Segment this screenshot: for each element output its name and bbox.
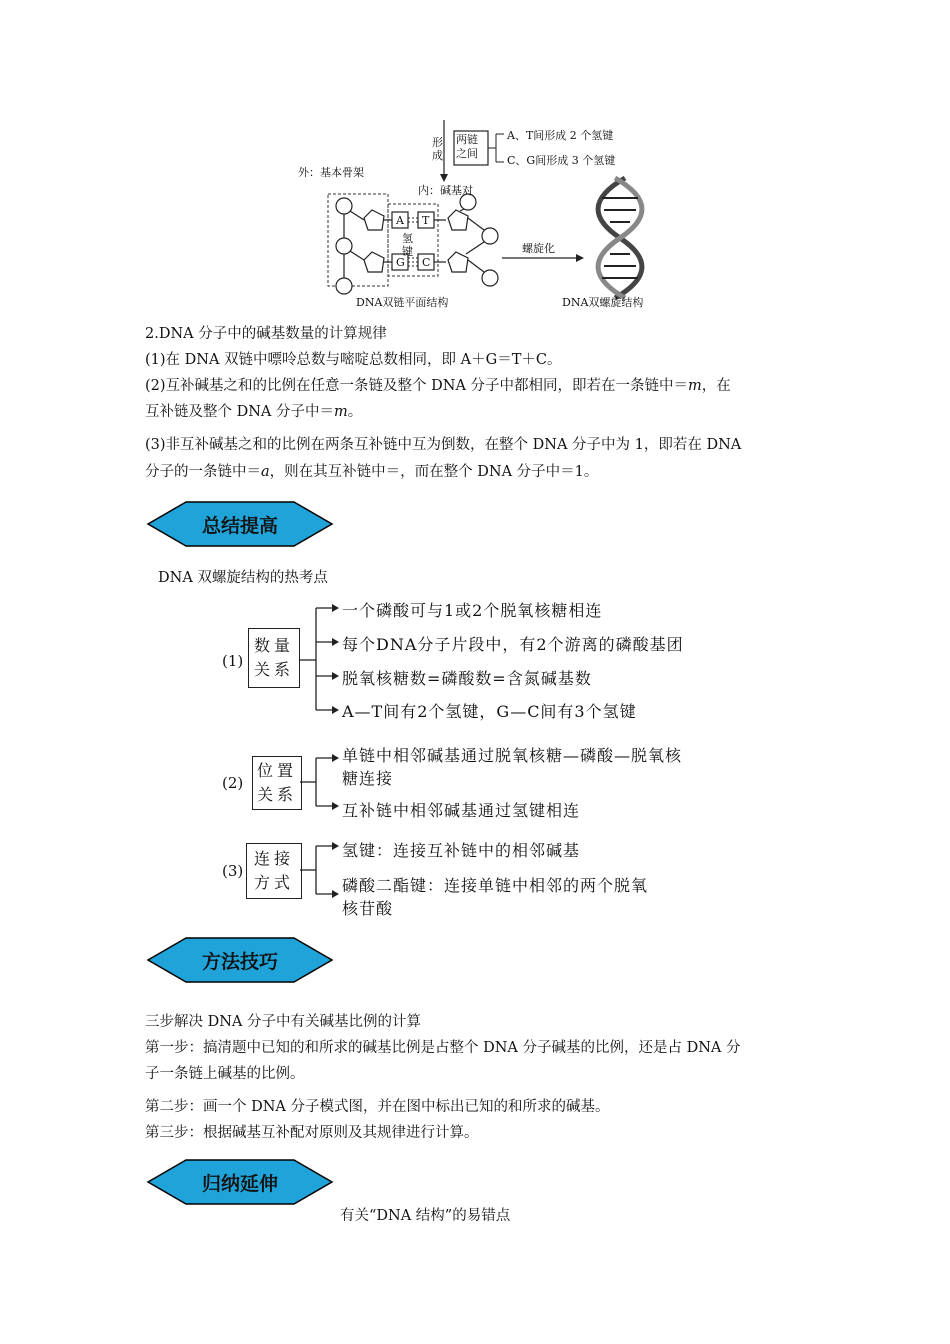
base-t: T <box>422 214 430 227</box>
double-helix-image <box>598 178 642 298</box>
helix-arrow-label: 螺旋化 <box>522 242 555 255</box>
group1-box-line1: 数量 <box>253 636 294 655</box>
method-step2: 第二步：画一个 DNA 分子模式图，并在图中标出已知的和所求的碱基。 <box>145 1099 610 1115</box>
group1-box-line2: 关系 <box>253 660 294 679</box>
inner-base-pair-label: 内：碱基对 <box>418 184 473 197</box>
group2-box <box>252 756 302 810</box>
group3-number: (3) <box>222 862 244 880</box>
group2-number: (2) <box>222 774 244 792</box>
rule3-line1: (3)非互补碱基之和的比例在两条互补链中互为倒数，在整个 DNA 分子中为 1，即若在 DNA <box>145 437 742 453</box>
diagram-graphics <box>290 118 670 318</box>
summary-banner-label: 总结提高 <box>201 514 278 537</box>
method-step3: 第三步：根据碱基互补配对原则及其规律进行计算。 <box>145 1125 479 1141</box>
group1-item2: 每个DNA分子片段中，有2个游离的磷酸基团 <box>342 635 684 654</box>
group3-box <box>246 843 302 899</box>
method-step1-line2: 子一条链上碱基的比例。 <box>145 1066 305 1082</box>
hotspots-title: DNA 双螺旋结构的热考点 <box>158 570 328 586</box>
method-title: 三步解决 DNA 分子中有关碱基比例的计算 <box>145 1014 422 1030</box>
rule3-line2: 分子的一条链中＝a，则在其互补链中＝，而在整个 DNA 分子中＝1。 <box>145 464 599 480</box>
planar-structure-caption: DNA双链平面结构 <box>356 296 449 309</box>
form-label: 形 成 <box>432 136 443 162</box>
induction-banner <box>146 1158 334 1206</box>
group1-item3: 脱氧核糖数=磷酸数=含氮碱基数 <box>342 669 592 688</box>
rule1-text: (1)在 DNA 双链中嘌呤总数与嘧啶总数相同，即 A＋G＝T＋C。 <box>145 352 562 368</box>
rule2-line1: (2)互补碱基之和的比例在任意一条链及整个 DNA 分子中都相同，即若在一条链中＝m，在 <box>145 378 731 394</box>
group3-item2-cont: 核苷酸 <box>342 899 394 918</box>
base-a: A <box>396 214 404 227</box>
group1-number: (1) <box>222 652 244 670</box>
base-c: C <box>422 256 431 269</box>
hydrogen-bond-label: 氢 键 <box>402 232 413 258</box>
base-g: G <box>396 256 405 269</box>
group2-item2: 互补链中相邻碱基通过氢键相连 <box>342 801 581 820</box>
group2-box-line1: 位置 <box>256 761 297 780</box>
induction-title: 有关“DNA 结构”的易错点 <box>340 1208 511 1224</box>
group2-item1: 单链中相邻碱基通过脱氧核糖—磷酸—脱氧核 <box>342 746 683 765</box>
group2-item1-cont: 糖连接 <box>342 769 394 788</box>
group1-box <box>248 628 300 688</box>
group3-box-line2: 方式 <box>253 873 294 892</box>
induction-banner-label: 归纳延伸 <box>201 1172 278 1195</box>
group1-item1: 一个磷酸可与1或2个脱氧核糖相连 <box>342 601 603 620</box>
dna-structure-diagram <box>290 118 670 318</box>
method-step1-line1: 第一步：搞清题中已知的和所求的碱基比例是占整个 DNA 分子碱基的比例，还是占 DNA 分 <box>145 1040 741 1056</box>
group1-item4: A—T间有2个氢键，G—C间有3个氢键 <box>342 702 637 721</box>
method-banner <box>146 936 334 984</box>
at-bond-text: A、T间形成 2 个氢键 <box>507 129 614 142</box>
section2-heading: 2.DNA 分子中的碱基数量的计算规律 <box>145 326 387 342</box>
group3-box-line1: 连接 <box>253 849 294 868</box>
between-chains-label: 两链 之间 <box>456 133 478 160</box>
group2-box-line2: 关系 <box>256 785 297 804</box>
cg-bond-text: C、G间形成 3 个氢键 <box>507 154 616 167</box>
group3-item1: 氢键：连接互补链中的相邻碱基 <box>342 841 581 860</box>
method-banner-label: 方法技巧 <box>201 950 278 973</box>
summary-banner <box>146 500 334 548</box>
rule2-line2: 互补链及整个 DNA 分子中＝m。 <box>145 404 363 420</box>
outer-backbone-label: 外：基本骨架 <box>298 166 364 179</box>
group3-item2: 磷酸二酯键：连接单链中相邻的两个脱氧 <box>342 876 649 895</box>
helix-structure-caption: DNA双螺旋结构 <box>562 296 644 309</box>
